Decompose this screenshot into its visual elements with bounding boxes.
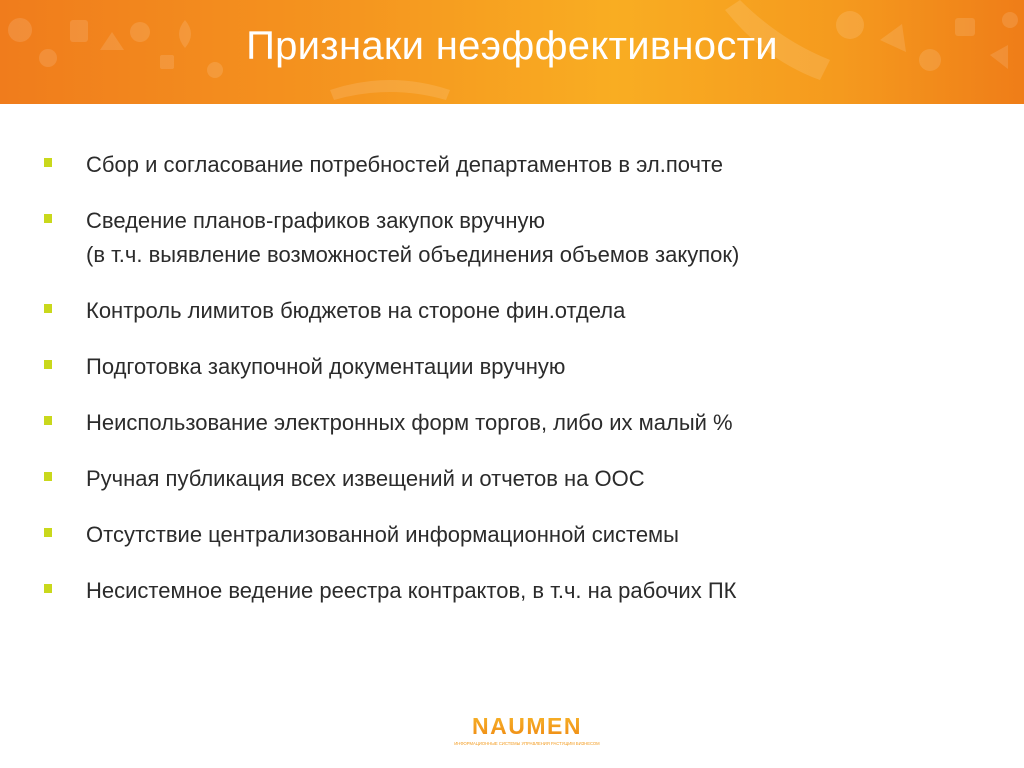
bullet-square-icon <box>44 528 52 537</box>
list-item <box>44 148 944 182</box>
logo-tagline: ИНФОРМАЦИОННЫЕ СИСТЕМЫ УПРАВЛЕНИЯ РАСТУЩИМ БИЗНЕСОМ <box>454 741 600 746</box>
bullet-square-icon <box>44 584 52 593</box>
list-item <box>44 406 944 440</box>
list-item <box>44 462 944 496</box>
bullet-square-icon <box>44 158 52 167</box>
bullet-square-icon <box>44 360 52 369</box>
list-item <box>44 574 944 608</box>
bullet-subtext: (в т.ч. выявление возможностей объединения объемов закупок) <box>86 242 740 267</box>
bullet-square-icon <box>44 214 52 223</box>
logo-wordmark: NAUMEN <box>472 713 582 739</box>
header-banner <box>0 0 1024 104</box>
list-item <box>44 518 944 552</box>
list-item <box>44 294 944 328</box>
bullet-text: Сбор и согласование потребностей департаментов в эл.почте <box>86 152 724 177</box>
bullet-square-icon <box>44 472 52 481</box>
slide-title: Признаки неэффективности <box>246 24 778 68</box>
list-item <box>44 350 944 384</box>
list-item <box>44 204 944 272</box>
bullet-square-icon <box>44 416 52 425</box>
bullet-text: Контроль лимитов бюджетов на стороне фин.отдела <box>86 298 626 323</box>
bullet-list <box>44 148 944 630</box>
bullet-text: Сведение планов-графиков закупок вручную <box>86 208 545 233</box>
bullet-text: Ручная публикация всех извещений и отчетов на ООС <box>86 466 645 491</box>
bullet-square-icon <box>44 304 52 313</box>
bullet-text: Неиспользование электронных форм торгов, либо их малый % <box>86 410 733 435</box>
bullet-text: Несистемное ведение реестра контрактов, в т.ч. на рабочих ПК <box>86 578 737 603</box>
bullet-text: Подготовка закупочной документации вручную <box>86 354 566 379</box>
bullet-text: Отсутствие централизованной информационной системы <box>86 522 679 547</box>
naumen-logo <box>447 712 607 752</box>
